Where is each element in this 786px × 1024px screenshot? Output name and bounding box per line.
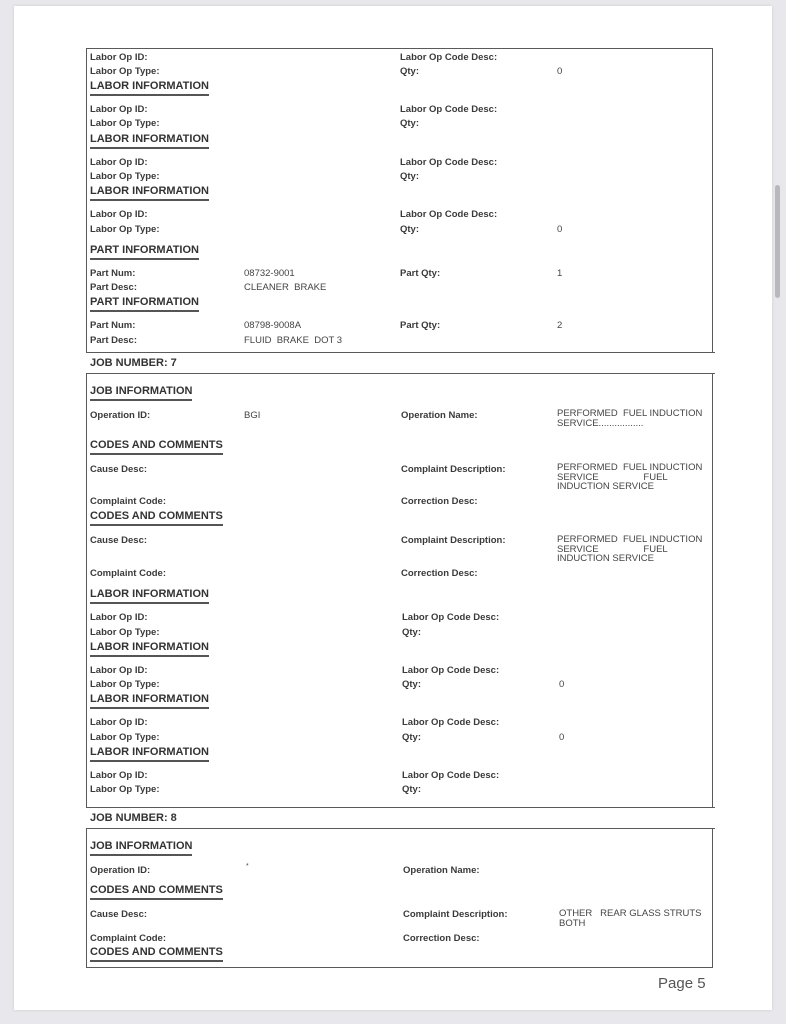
- cause-desc-label: Cause Desc:: [90, 535, 148, 546]
- labor-op-id-label: Labor Op ID:: [90, 717, 148, 728]
- section-heading: LABOR INFORMATION: [90, 133, 209, 149]
- complaint-description-label: Complaint Description:: [401, 535, 506, 546]
- section-heading: LABOR INFORMATION: [90, 185, 209, 201]
- qty-value: 0: [559, 679, 565, 690]
- qty-label: Qty:: [400, 118, 419, 129]
- labor-op-type-label: Labor Op Type:: [90, 118, 160, 129]
- labor-op-code-desc-label: Labor Op Code Desc:: [400, 209, 498, 220]
- job-number-bar: [86, 352, 715, 374]
- labor-op-code-desc-label: Labor Op Code Desc:: [400, 104, 498, 115]
- operation-name-label: Operation Name:: [401, 410, 478, 421]
- part-qty-value: 2: [557, 320, 563, 331]
- job-number-title: JOB NUMBER: 8: [90, 812, 177, 824]
- labor-op-code-desc-label: Labor Op Code Desc:: [400, 157, 498, 168]
- qty-label: Qty:: [402, 784, 421, 795]
- operation-id-label: Operation ID:: [90, 865, 151, 876]
- operation-name-value: PERFORMED FUEL INDUCTION SERVICE.................: [557, 408, 703, 429]
- section-heading: JOB INFORMATION: [90, 840, 192, 856]
- section-heading: CODES AND COMMENTS: [90, 439, 223, 455]
- qty-value: 0: [557, 66, 563, 77]
- cause-desc-label: Cause Desc:: [90, 909, 148, 920]
- section-heading: LABOR INFORMATION: [90, 80, 209, 96]
- operation-id-value: BGI: [244, 410, 261, 421]
- complaint-description-value: OTHER REAR GLASS STRUTS BOTH: [559, 908, 702, 929]
- section-heading: PART INFORMATION: [90, 296, 199, 312]
- complaint-code-label: Complaint Code:: [90, 568, 166, 579]
- section-heading: LABOR INFORMATION: [90, 693, 209, 709]
- qty-label: Qty:: [400, 224, 419, 235]
- complaint-description-label: Complaint Description:: [401, 464, 506, 475]
- scrollbar-thumb[interactable]: [775, 185, 780, 298]
- labor-op-type-label: Labor Op Type:: [90, 784, 160, 795]
- section-heading: CODES AND COMMENTS: [90, 884, 223, 900]
- labor-op-id-label: Labor Op ID:: [90, 770, 148, 781]
- part-desc-value: FLUID BRAKE DOT 3: [244, 335, 343, 346]
- part-qty-value: 1: [557, 268, 563, 279]
- part-qty-label: Part Qty:: [400, 268, 441, 279]
- part-desc-label: Part Desc:: [90, 282, 137, 293]
- section-heading: LABOR INFORMATION: [90, 746, 209, 762]
- complaint-description-value: PERFORMED FUEL INDUCTION SERVICE FUEL INDUCTION SERVICE: [557, 534, 703, 564]
- labor-op-type-label: Labor Op Type:: [90, 224, 160, 235]
- labor-op-code-desc-label: Labor Op Code Desc:: [402, 612, 500, 623]
- labor-op-type-label: Labor Op Type:: [90, 679, 160, 690]
- labor-op-id-label: Labor Op ID:: [90, 157, 148, 168]
- part-desc-value: CLEANER BRAKE: [244, 282, 327, 293]
- section-heading: LABOR INFORMATION: [90, 588, 209, 604]
- page-number: Page 5: [658, 975, 706, 992]
- labor-op-id-label: Labor Op ID:: [90, 612, 148, 623]
- qty-label: Qty:: [402, 732, 421, 743]
- operation-id-value: *: [246, 863, 249, 870]
- labor-op-type-label: Labor Op Type:: [90, 732, 160, 743]
- labor-op-type-label: Labor Op Type:: [90, 627, 160, 638]
- section-heading: LABOR INFORMATION: [90, 641, 209, 657]
- labor-op-id-label: Labor Op ID:: [90, 209, 148, 220]
- labor-op-code-desc-label: Labor Op Code Desc:: [402, 717, 500, 728]
- part-num-value: 08732-9001: [244, 268, 295, 279]
- correction-desc-label: Correction Desc:: [401, 568, 478, 579]
- section-heading: PART INFORMATION: [90, 244, 199, 260]
- qty-value: 0: [559, 732, 565, 743]
- complaint-description-label: Complaint Description:: [403, 909, 508, 920]
- part-num-label: Part Num:: [90, 268, 136, 279]
- section-heading: CODES AND COMMENTS: [90, 946, 223, 962]
- job-number-title: JOB NUMBER: 7: [90, 357, 177, 369]
- labor-op-code-desc-label: Labor Op Code Desc:: [402, 770, 500, 781]
- labor-op-code-desc-label: Labor Op Code Desc:: [400, 52, 498, 63]
- complaint-code-label: Complaint Code:: [90, 496, 166, 507]
- job-number-bar: [86, 807, 715, 829]
- qty-label: Qty:: [402, 627, 421, 638]
- part-qty-label: Part Qty:: [400, 320, 441, 331]
- cause-desc-label: Cause Desc:: [90, 464, 148, 475]
- part-num-value: 08798-9008A: [244, 320, 302, 331]
- section-heading: CODES AND COMMENTS: [90, 510, 223, 526]
- correction-desc-label: Correction Desc:: [403, 933, 480, 944]
- scrollbar[interactable]: [772, 0, 786, 1024]
- labor-op-id-label: Labor Op ID:: [90, 52, 148, 63]
- labor-op-id-label: Labor Op ID:: [90, 665, 148, 676]
- qty-value: 0: [557, 224, 563, 235]
- qty-label: Qty:: [400, 66, 419, 77]
- section-heading: JOB INFORMATION: [90, 385, 192, 401]
- part-desc-label: Part Desc:: [90, 335, 137, 346]
- complaint-description-value: PERFORMED FUEL INDUCTION SERVICE FUEL INDUCTION SERVICE: [557, 462, 703, 492]
- labor-op-code-desc-label: Labor Op Code Desc:: [402, 665, 500, 676]
- labor-op-type-label: Labor Op Type:: [90, 171, 160, 182]
- operation-name-label: Operation Name:: [403, 865, 480, 876]
- qty-label: Qty:: [402, 679, 421, 690]
- labor-op-type-label: Labor Op Type:: [90, 66, 160, 77]
- complaint-code-label: Complaint Code:: [90, 933, 166, 944]
- qty-label: Qty:: [400, 171, 419, 182]
- operation-id-label: Operation ID:: [90, 410, 151, 421]
- correction-desc-label: Correction Desc:: [401, 496, 478, 507]
- part-num-label: Part Num:: [90, 320, 136, 331]
- labor-op-id-label: Labor Op ID:: [90, 104, 148, 115]
